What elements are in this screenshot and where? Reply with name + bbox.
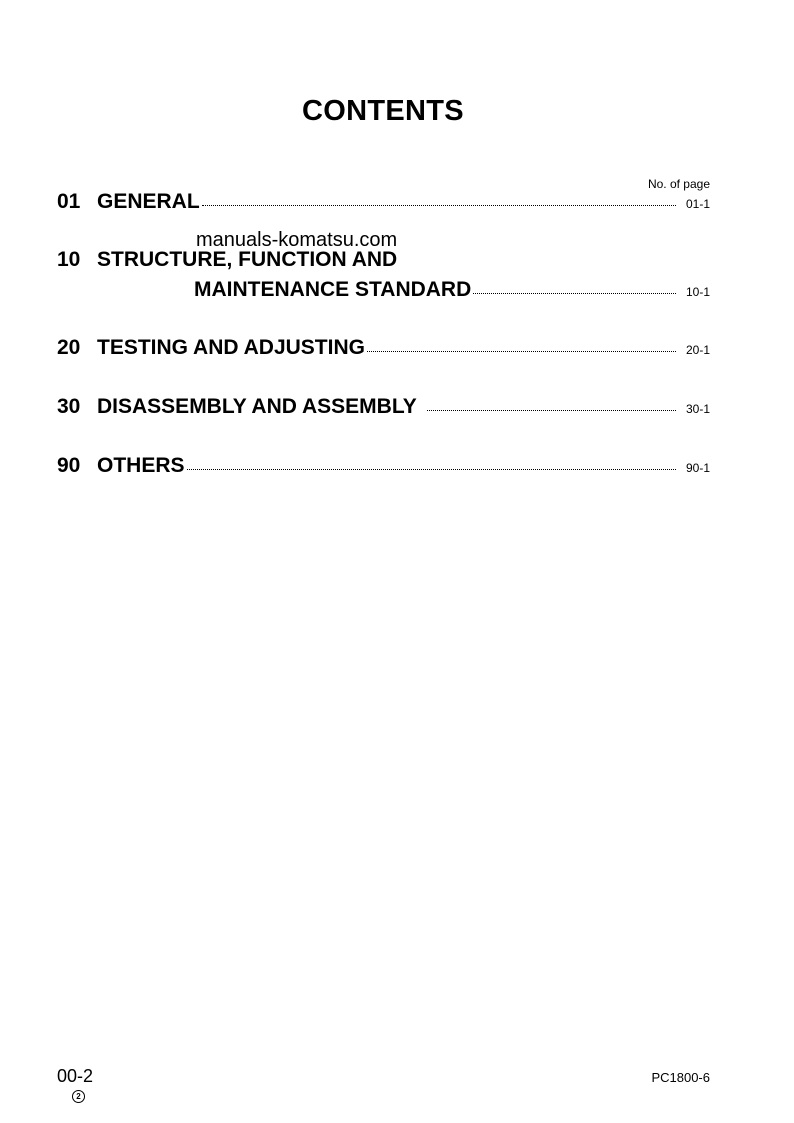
- toc-entry-number: 30: [57, 395, 81, 418]
- toc-entry-page: 90-1: [685, 461, 710, 475]
- toc-entry-number: 01: [57, 190, 81, 213]
- toc-entry-general[interactable]: [57, 190, 710, 214]
- revision-mark-icon: 2: [72, 1090, 85, 1103]
- footer-page-number: 00-2: [57, 1066, 94, 1086]
- toc-entry-structure-line1[interactable]: [57, 248, 710, 272]
- toc-entry-page: 20-1: [685, 343, 710, 357]
- page-number-column-header: No. of page: [647, 177, 710, 191]
- toc-entry-page: 01-1: [685, 197, 710, 211]
- toc-entry-number: 90: [57, 454, 81, 477]
- toc-entry-page: 10-1: [685, 285, 710, 299]
- toc-entry-number: 20: [57, 336, 81, 359]
- dot-leader: [473, 292, 676, 294]
- toc-entry-structure-line2[interactable]: [57, 278, 710, 302]
- dot-leader: [427, 409, 676, 411]
- footer-model-name: PC1800-6: [651, 1070, 710, 1085]
- toc-entry-page: 30-1: [685, 402, 710, 416]
- watermark-text: manuals-komatsu.com: [196, 229, 398, 251]
- dot-leader: [367, 350, 676, 352]
- toc-entry-label: TESTING AND ADJUSTING: [97, 336, 365, 359]
- toc-entry-label: MAINTENANCE STANDARD: [194, 278, 472, 301]
- toc-entry-label: GENERAL: [97, 190, 200, 213]
- toc-entry-testing[interactable]: [57, 336, 710, 360]
- dot-leader: [202, 204, 676, 206]
- toc-entry-number: 10: [57, 248, 81, 271]
- toc-entry-others[interactable]: [57, 454, 710, 478]
- toc-entry-label: OTHERS: [97, 454, 185, 477]
- toc-entry-label: DISASSEMBLY AND ASSEMBLY: [97, 395, 417, 418]
- toc-entry-disassembly[interactable]: [57, 395, 710, 419]
- toc-entry-label: STRUCTURE, FUNCTION AND: [97, 248, 398, 271]
- dot-leader: [187, 468, 676, 470]
- page-title: CONTENTS: [302, 95, 464, 127]
